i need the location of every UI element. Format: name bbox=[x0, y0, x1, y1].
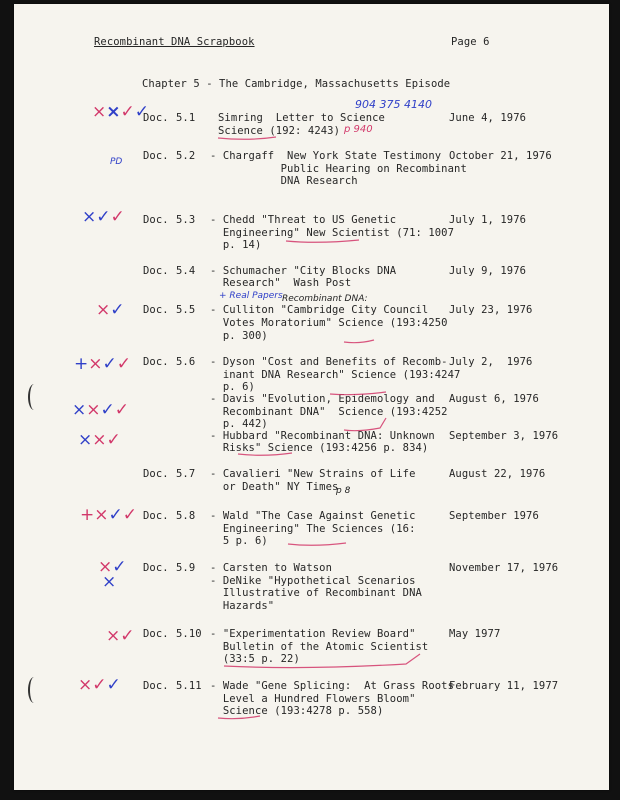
doc-number: 5.4 bbox=[176, 265, 196, 277]
entry-date: July 9, 1976 bbox=[449, 265, 527, 277]
doc-number: 5.2 bbox=[176, 150, 196, 162]
entry-date: July 2, 1976 bbox=[449, 356, 533, 368]
entry-date: May 1977 bbox=[449, 628, 501, 640]
handwritten-recombinant-note: Recombinant DNA: bbox=[282, 294, 368, 304]
doc-number: 5.10 bbox=[176, 628, 202, 640]
check-marks-icon: ×✓✓ bbox=[78, 675, 121, 695]
handwritten-page-note: p 940 bbox=[344, 124, 373, 135]
check-marks-icon: ××✓✓ bbox=[72, 400, 129, 420]
entry-line: - Wade "Gene Splicing: At Grass Roots bbox=[210, 680, 455, 692]
check-marks-icon: ××✓ bbox=[78, 430, 121, 450]
entry-line: Simring Letter to Science bbox=[218, 112, 385, 124]
handwritten-page-note: p 8 bbox=[336, 486, 351, 496]
entry-line: - Hubbard "Recombinant DNA: Unknown bbox=[210, 430, 435, 442]
check-marks-icon: +×✓✓ bbox=[80, 505, 137, 525]
entry-line: - Cavalieri "New Strains of Life bbox=[210, 468, 416, 480]
check-marks-icon: ×✓✓ bbox=[82, 207, 125, 227]
doc-number: 5.7 bbox=[176, 468, 196, 480]
handwritten-real-papers-note: + Real Papers bbox=[219, 291, 283, 301]
entry-line: Risks" Science (193:4256 p. 834) bbox=[210, 442, 429, 454]
entry-line: Illustrative of Recombinant DNA bbox=[210, 587, 422, 599]
doc-label: Doc. bbox=[143, 356, 169, 368]
entry-line: - Chedd "Threat to US Genetic bbox=[210, 214, 397, 226]
doc-number: 5.8 bbox=[176, 510, 196, 522]
doc-number: 5.5 bbox=[176, 304, 196, 316]
entry-date: October 21, 1976 bbox=[449, 150, 552, 162]
doc-label: Doc. bbox=[143, 680, 169, 692]
entry-line: - Culliton "Cambridge City Council bbox=[210, 304, 429, 316]
entry-line: - DeNike "Hypothetical Scenarios bbox=[210, 575, 416, 587]
entry-line: Votes Moratorium" Science (193:4250 bbox=[210, 317, 448, 329]
doc-label: Doc. bbox=[143, 112, 169, 124]
handwritten-pd-note: PD bbox=[110, 157, 123, 167]
entry-date: September 3, 1976 bbox=[449, 430, 559, 442]
entry-line: - Chargaff New York State Testimony bbox=[210, 150, 442, 162]
check-marks-icon: ×✓ bbox=[96, 300, 125, 320]
doc-label: Doc. bbox=[143, 304, 169, 316]
doc-label: Doc. bbox=[143, 628, 169, 640]
check-marks-icon: ×✓ bbox=[98, 557, 127, 577]
handwritten-phone-number: 904 375 4140 bbox=[355, 98, 432, 111]
entry-line: Science (192: 4243) bbox=[218, 125, 341, 137]
entry-line: Level a Hundred Flowers Bloom" bbox=[210, 693, 416, 705]
entry-date: June 4, 1976 bbox=[449, 112, 527, 124]
entry-line: - Carsten to Watson bbox=[210, 562, 333, 574]
check-marks-icon: ×✓ bbox=[106, 626, 135, 646]
doc-label: Doc. bbox=[143, 510, 169, 522]
entry-date: February 11, 1977 bbox=[449, 680, 559, 692]
entry-date: August 22, 1976 bbox=[449, 468, 546, 480]
doc-number: 5.3 bbox=[176, 214, 196, 226]
scrapbook-page bbox=[14, 4, 609, 790]
entry-date: July 1, 1976 bbox=[449, 214, 527, 226]
entry-line: (33:5 p. 22) bbox=[210, 653, 300, 665]
entry-line: - Dyson "Cost and Benefits of Recomb- bbox=[210, 356, 448, 368]
doc-label: Doc. bbox=[143, 265, 169, 277]
entry-line: Engineering" New Scientist (71: 1007 bbox=[210, 227, 455, 239]
entry-line: - Schumacher "City Blocks DNA bbox=[210, 265, 397, 277]
entry-line: DNA Research bbox=[210, 175, 358, 187]
entry-line: Science (193:4278 p. 558) bbox=[210, 705, 384, 717]
entry-line: - Davis "Evolution, Epidemology and bbox=[210, 393, 435, 405]
doc-label: Doc. bbox=[143, 214, 169, 226]
entry-line: p. 300) bbox=[210, 330, 268, 342]
check-marks-icon: ××✓✓ bbox=[92, 102, 149, 122]
entry-date: November 17, 1976 bbox=[449, 562, 559, 574]
entry-date: September 1976 bbox=[449, 510, 539, 522]
entry-line: - Wald "The Case Against Genetic bbox=[210, 510, 416, 522]
chapter-heading: Chapter 5 - The Cambridge, Massachusetts Episode bbox=[142, 78, 451, 90]
entry-line: Engineering" The Sciences (16: bbox=[210, 523, 416, 535]
doc-number: 5.6 bbox=[176, 356, 196, 368]
doc-number: 5.9 bbox=[176, 562, 196, 574]
red-pen-underlines bbox=[14, 4, 609, 790]
doc-label: Doc. bbox=[143, 468, 169, 480]
check-marks-icon: +×✓✓ bbox=[74, 354, 131, 374]
entry-date: August 6, 1976 bbox=[449, 393, 539, 405]
scrapbook-title: Recombinant DNA Scrapbook bbox=[94, 36, 255, 48]
entry-line: - "Experimentation Review Board" bbox=[210, 628, 416, 640]
doc-number: 5.1 bbox=[176, 112, 196, 124]
entry-line: p. 14) bbox=[210, 239, 262, 251]
entry-line: Public Hearing on Recombinant bbox=[210, 163, 467, 175]
entry-line: Recombinant DNA" Science (193:4252 bbox=[210, 406, 448, 418]
check-marks-icon: × bbox=[102, 572, 117, 592]
entry-line: or Death" NY Times bbox=[210, 481, 339, 493]
entry-line: Hazards" bbox=[210, 600, 275, 612]
entry-line: Bulletin of the Atomic Scientist bbox=[210, 641, 429, 653]
entry-line: inant DNA Research" Science (193:4247 bbox=[210, 369, 461, 381]
page-number: Page 6 bbox=[451, 36, 490, 48]
entry-line: p. 6) bbox=[210, 381, 255, 393]
entry-date: July 23, 1976 bbox=[449, 304, 533, 316]
doc-label: Doc. bbox=[143, 562, 169, 574]
entry-line: Research" Wash Post bbox=[210, 277, 352, 289]
entry-line: 5 p. 6) bbox=[210, 535, 268, 547]
doc-number: 5.11 bbox=[176, 680, 202, 692]
doc-label: Doc. bbox=[143, 150, 169, 162]
entry-line: p. 442) bbox=[210, 418, 268, 430]
